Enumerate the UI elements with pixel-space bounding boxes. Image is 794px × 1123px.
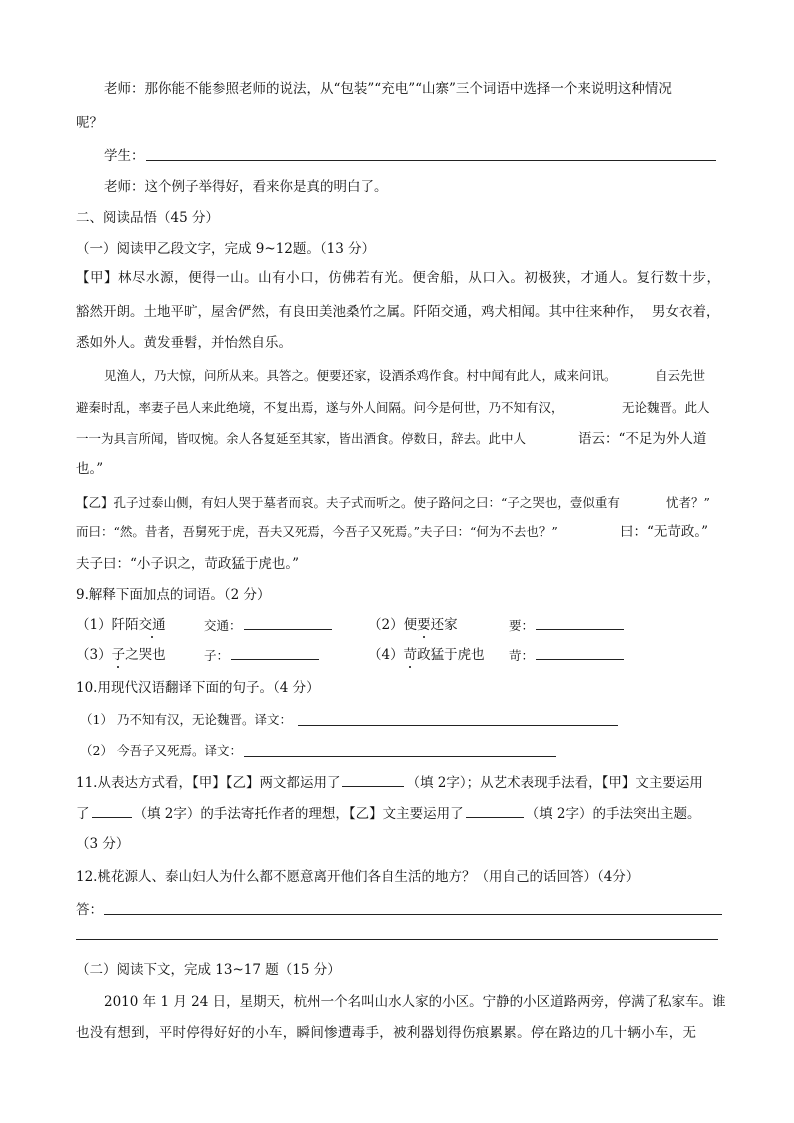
jia-p2-line2-left: 避秦时乱，率妻子邑人来此绝境，不复出焉，遂与外人间隔。问今是何世，乃不知有汉， (76, 400, 564, 415)
teacher-reply: 老师：这个例子举得好，看来你是真的明白了。 (104, 179, 388, 195)
q10-sentence1: （1） 乃不知有汉，无论魏晋。译文： (80, 712, 292, 727)
q9-item3: （3）子之哭也 (76, 647, 166, 663)
q11-blank1[interactable] (342, 772, 404, 787)
q12-title: 12.桃花源人、泰山妇人为什么都不愿意离开他们各自生活的地方？（用自己的话回答）（4分） (76, 869, 640, 885)
student-answer-label: 学生： (104, 148, 145, 164)
q9-item3-blank[interactable] (231, 645, 319, 660)
part2-line2: 也没有想到，平时停得好好的小车，瞬间惨遭毒手，被利器划得伤痕累累。停在路边的几十辆小车，无 (76, 1025, 696, 1041)
q12-answer-line1[interactable] (104, 914, 722, 915)
q9-item4: （4）苛政猛于虎也 (368, 647, 485, 663)
q9-item2-blank[interactable] (536, 615, 624, 630)
yi-line3: 夫子曰：“小子识之，苛政猛于虎也。” (76, 556, 300, 572)
yi-line2-left: 而曰：“然。昔者，吾舅死于虎，吾夫又死焉，今吾子又死焉。”夫子曰：“何为不去也？” (76, 524, 558, 539)
q10-sentence2: （2） 今吾子又死焉。译文： (80, 743, 242, 758)
q11-line1: 11.从表达方式看，【甲】【乙】两文都运用了 （填 2字）；从艺术表现手法看，【甲】文主要运用 (76, 772, 703, 793)
jia-line1: 【甲】林尽水源，便得一山。山有小口，仿佛若有光。便舍船，从口入。初极狭，才通人。复行数十步， (76, 270, 720, 286)
q9-item3-label: 子： (204, 645, 321, 666)
part1-title: （一）阅读甲乙段文字，完成 9~12题。（13 分） (76, 241, 376, 257)
q9-item1-blank[interactable] (244, 615, 332, 630)
yi-line2-right: 曰：“无苛政。” (620, 524, 709, 540)
part2-title: （二）阅读下文，完成 13~17 题（15 分） (76, 962, 341, 978)
q11-score: （3 分） (76, 836, 130, 852)
jia-p2-line4: 也。” (76, 461, 104, 477)
q9-item4-label: 苛： (509, 645, 626, 666)
yi-line1-right: 忧者？” (666, 495, 710, 510)
yi-line1-left: 【乙】孔子过泰山侧，有妇人哭于墓者而哀。夫子式而听之。使子路问之曰：“子之哭也，壹似重有 (76, 495, 620, 510)
q10-answer2-blank[interactable] (244, 756, 556, 757)
q10-title: 10.用现代汉语翻译下面的句子。（4 分） (76, 680, 320, 696)
q9-item2: （2）便要还家 (368, 617, 458, 633)
student-answer-blank[interactable] (146, 160, 716, 161)
q12-answer-label: 答： (76, 902, 103, 918)
jia-line3: 悉如外人。黄发垂髫，并怡然自乐。 (76, 335, 292, 351)
jia-p2-line3-left: 一一为具言所闻，皆叹惋。余人各复延至其家，皆出酒食。停数日，辞去。此中人 (76, 431, 527, 446)
q10-answer1-blank[interactable] (298, 725, 618, 726)
q9-item4-blank[interactable] (536, 645, 624, 660)
teacher-question-line2: 呢？ (76, 115, 103, 131)
q9-title: 9.解释下面加点的词语。（2 分） (76, 587, 271, 603)
q11-blank2[interactable] (92, 803, 132, 818)
teacher-question-line1: 老师：那你能不能参照老师的说法，从“包装”“充电”“山寨”三个词语中选择一个来说明这种情况 (104, 81, 672, 97)
jia-line2-left: 豁然开朗。土地平旷，屋舍俨然，有良田美池桑竹之属。阡陌交通，鸡犬相闻。其中往来种作， (76, 304, 643, 320)
q11-blank3[interactable] (466, 803, 524, 818)
q9-item2-label: 要： (509, 615, 626, 636)
jia-p2-line2-right: 无论魏晋。此人 (622, 400, 710, 415)
part2-line1: 2010 年 1 月 24 日，星期天，杭州一个名叫山水人家的小区。宁静的小区道路两旁，停满了私家车。谁 (104, 994, 726, 1010)
q11-line2: 了 （填 2字）的手法寄托作者的理想，【乙】文主要运用了 （填 2字）的手法突出主题。 (76, 803, 701, 824)
jia-p2-line3-right: 语云：“不足为外人道 (578, 431, 707, 447)
jia-line2-right: 男女衣着， (652, 304, 720, 320)
q9-item1-label: 交通： (204, 615, 334, 636)
section-title: 二、阅读品悟（45 分） (76, 210, 219, 226)
q12-answer-line2[interactable] (76, 939, 718, 940)
jia-p2-line1-right: 自云先世 (655, 368, 706, 383)
jia-p2-line1-left: 见渔人，乃大惊，问所从来。具答之。便要还家，设酒杀鸡作食。村中闻有此人，咸来问讯。 (104, 368, 617, 383)
q9-item1: （1）阡陌交通 (76, 617, 166, 633)
